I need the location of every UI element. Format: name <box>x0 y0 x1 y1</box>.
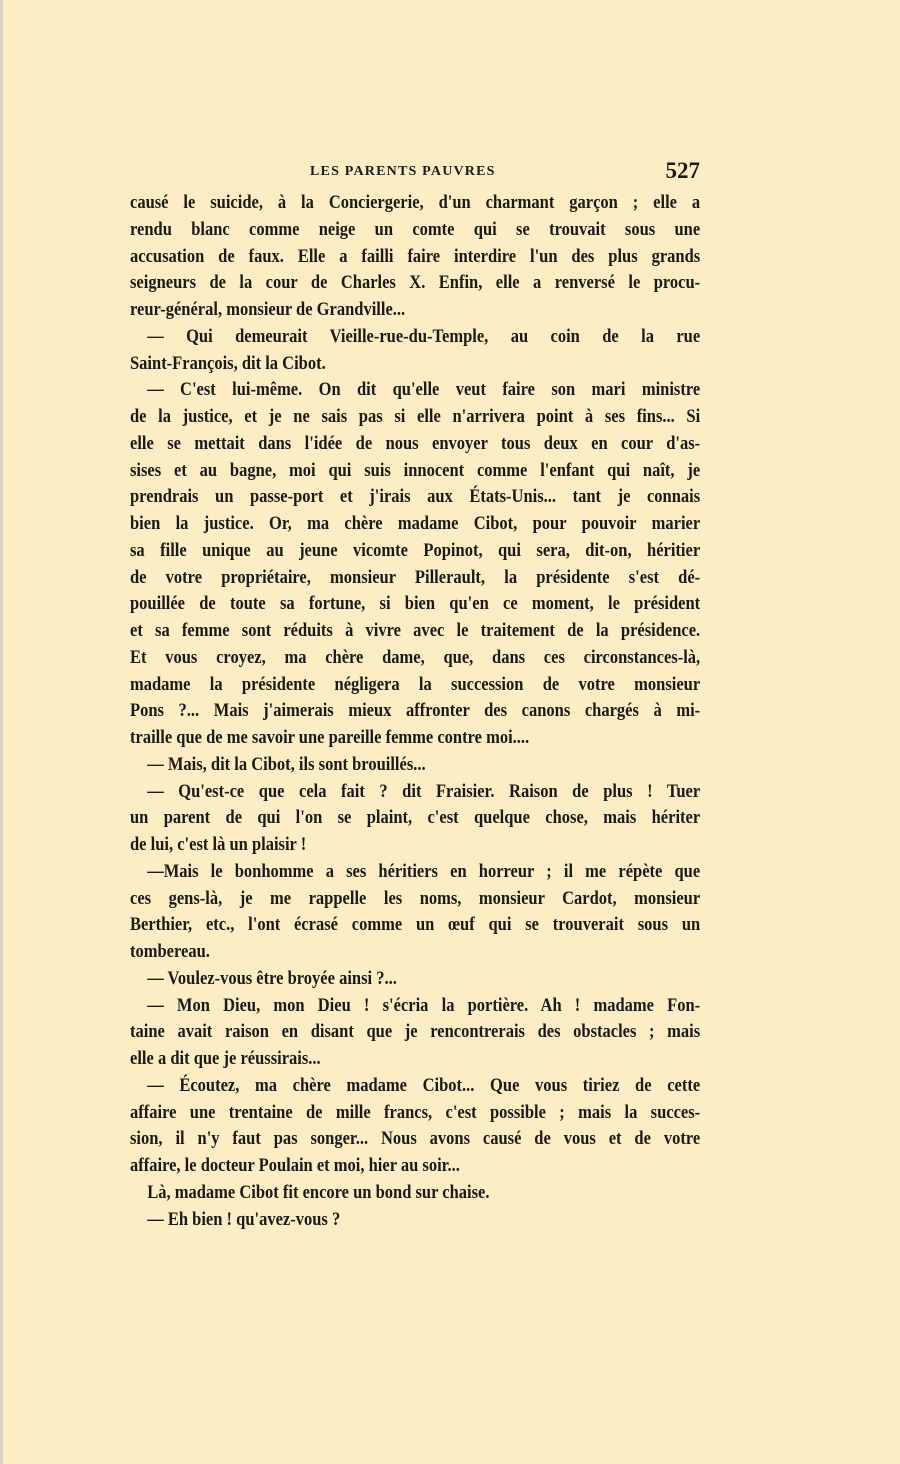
text-line: Et vous croyez, ma chère dame, que, dans ces circonstances-là, <box>130 646 701 668</box>
book-page <box>130 158 700 1233</box>
text-line: affaire, le docteur Poulain et moi, hier au soir... <box>130 1155 460 1176</box>
text-line: Là, madame Cibot fit encore un bond sur chaise. <box>147 1181 490 1203</box>
running-head <box>130 158 700 190</box>
text-line: — C'est lui-même. On dit qu'elle veut faire son mari ministre <box>147 379 701 401</box>
text-line: madame la présidente négligera la succession de votre monsieur <box>130 673 701 695</box>
text-line: —Mais le bonhomme a ses héritiers en horreur ; il me répète que <box>147 860 701 882</box>
text-line: tombereau. <box>130 941 210 962</box>
text-line: — Eh bien ! qu'avez-vous ? <box>147 1208 341 1230</box>
text-line: accusation de faux. Elle a failli faire interdire l'un des plus grands <box>130 245 701 267</box>
text-line: — Écoutez, ma chère madame Cibot... Que vous tiriez de cette <box>147 1074 701 1096</box>
text-line: sion, il n'y faut pas songer... Nous avons causé de vous et de votre <box>130 1128 701 1150</box>
text-line: Pons ?... Mais j'aimerais mieux affronter des canons chargés à mi- <box>130 700 701 722</box>
text-line: de votre propriétaire, monsieur Pillerault, la présidente s'est dé- <box>130 566 701 588</box>
text-line: de lui, c'est là un plaisir ! <box>130 834 307 855</box>
text-line: ces gens-là, je me rappelle les noms, monsieur Cardot, monsieur <box>130 887 701 909</box>
text-line: prendrais un passe-port et j'irais aux États-Unis... tant je connais <box>130 486 701 508</box>
text-line: Saint-François, dit la Cibot. <box>130 352 326 374</box>
text-line: — Mon Dieu, mon Dieu ! s'écria la portière. Ah ! madame Fon- <box>147 994 701 1016</box>
text-line: — Voulez-vous être broyée ainsi ?... <box>147 967 397 989</box>
text-line: de la justice, et je ne sais pas si elle n'arrivera point à ses fins... Si <box>130 406 701 427</box>
text-line: Berthier, etc., l'ont écrasé comme un œuf qui se trouverait sous un <box>130 914 701 936</box>
scan-edge <box>0 0 3 1464</box>
body-text <box>130 190 700 1233</box>
text-line: causé le suicide, à la Conciergerie, d'un charmant garçon ; elle a <box>130 192 701 213</box>
text-line: — Qu'est-ce que cela fait ? dit Fraisier. Raison de plus ! Tuer <box>147 780 701 802</box>
text-line: affaire une trentaine de mille francs, c'est possible ; mais la succes- <box>130 1101 701 1123</box>
text-line: reur-général, monsieur de Grandville... <box>130 299 406 320</box>
page-number: 527 <box>665 158 700 183</box>
text-line: — Qui demeurait Vieille-rue-du-Temple, au coin de la rue <box>147 325 701 347</box>
text-line: un parent de qui l'on se plaint, c'est quelque chose, mais hériter <box>130 807 701 829</box>
text-line: et sa femme sont réduits à vivre avec le traitement de la présidence. <box>130 620 701 641</box>
text-line: elle a dit que je réussirais... <box>130 1048 321 1069</box>
text-line: sises et au bagne, moi qui suis innocent comme l'enfant qui naît, je <box>130 459 701 481</box>
text-line: rendu blanc comme neige un comte qui se trouvait sous une <box>130 218 701 240</box>
text-line: elle se mettait dans l'idée de nous envoyer tous deux en cour d'as- <box>130 432 701 454</box>
text-line: bien la justice. Or, ma chère madame Cibot, pour pouvoir marier <box>130 513 701 534</box>
text-line: seigneurs de la cour de Charles X. Enfin, elle a renversé le procu- <box>130 272 701 294</box>
text-line: — Mais, dit la Cibot, ils sont brouillés... <box>147 753 426 775</box>
text-line: traille que de me savoir une pareille femme contre moi.... <box>130 727 530 748</box>
text-line: pouillée de toute sa fortune, si bien qu'en ce moment, le président <box>130 593 701 615</box>
text-line: taine avait raison en disant que je rencontrerais des obstacles ; mais <box>130 1021 701 1043</box>
text-line: sa fille unique au jeune vicomte Popinot, qui sera, dit-on, héritier <box>130 539 701 561</box>
running-title: LES PARENTS PAUVRES <box>310 164 496 179</box>
